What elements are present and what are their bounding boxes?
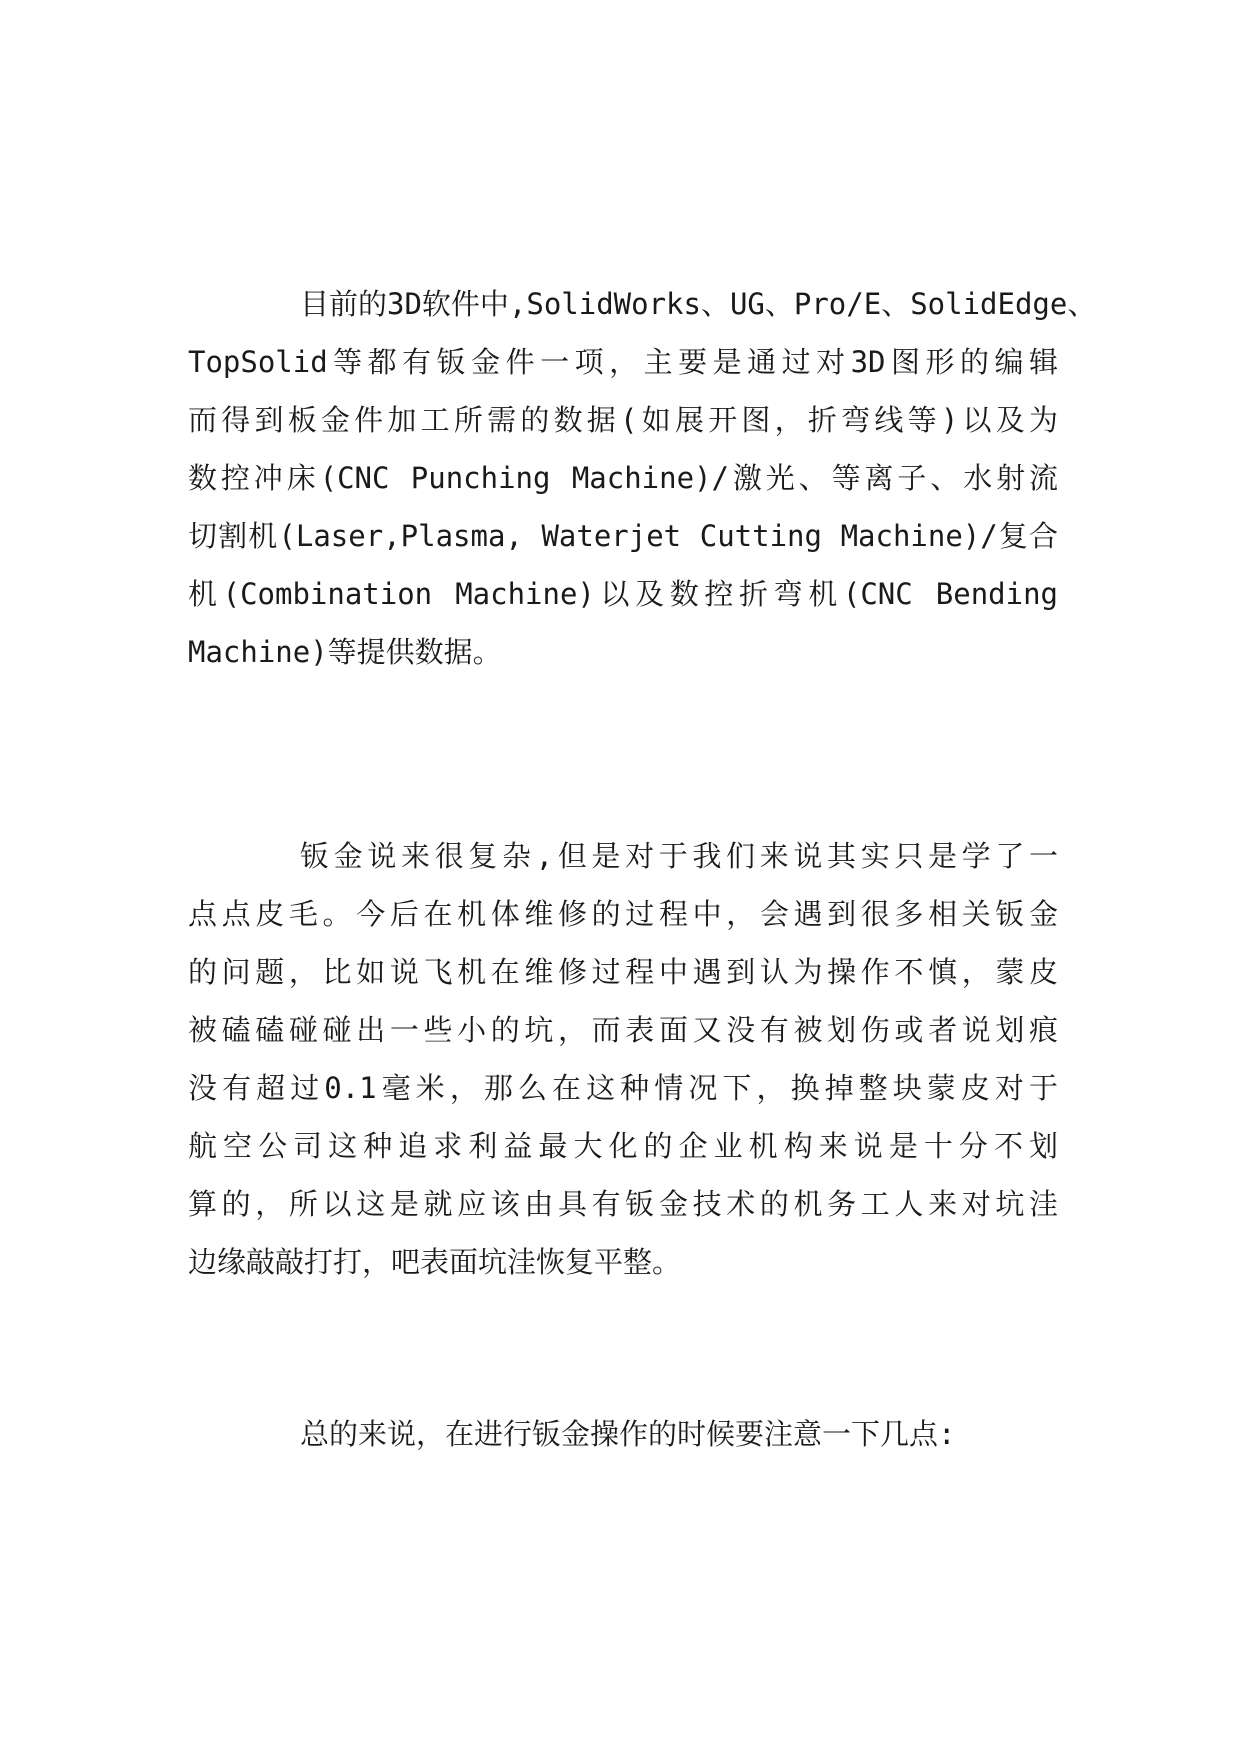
- text-line: 的问题，比如说飞机在维修过程中遇到认为操作不慎，蒙皮: [188, 955, 1058, 989]
- text-line: 钣金说来很复杂,但是对于我们来说其实只是学了一: [300, 839, 1058, 873]
- text-line: Machine)等提供数据。: [188, 635, 502, 669]
- paragraph-summary: [188, 1405, 1058, 1463]
- text-line: 切割机(Laser,Plasma, Waterjet Cutting Machine)/复合: [188, 519, 1058, 553]
- text-line: 数控冲床(CNC Punching Machine)/激光、等离子、水射流: [188, 461, 1058, 495]
- text-line: 点点皮毛。今后在机体维修的过程中，会遇到很多相关钣金: [188, 897, 1058, 931]
- text-line: 总的来说，在进行钣金操作的时候要注意一下几点:: [300, 1417, 956, 1451]
- text-line: 算的，所以这是就应该由具有钣金技术的机务工人来对坑洼: [188, 1187, 1058, 1221]
- text-line: 航空公司这种追求利益最大化的企业机构来说是十分不划: [188, 1129, 1058, 1163]
- text-line: TopSolid等都有钣金件一项，主要是通过对3D图形的编辑: [188, 345, 1058, 379]
- text-line: 被磕磕碰碰出一些小的坑，而表面又没有被划伤或者说划痕: [188, 1013, 1058, 1047]
- text-line: 而得到板金件加工所需的数据(如展开图，折弯线等)以及为: [188, 403, 1058, 437]
- paragraph-sheet-metal-software: [188, 275, 1097, 681]
- text-line: 边缘敲敲打打，吧表面坑洼恢复平整。: [188, 1245, 682, 1279]
- text-line: 目前的3D软件中,SolidWorks、UG、Pro/E、SolidEdge、: [300, 287, 1097, 321]
- text-line: 没有超过0.1毫米，那么在这种情况下，换掉整块蒙皮对于: [188, 1071, 1058, 1105]
- paragraph-sheet-metal-repair: [188, 827, 1058, 1291]
- text-line: 机(Combination Machine)以及数控折弯机(CNC Bending: [188, 577, 1058, 611]
